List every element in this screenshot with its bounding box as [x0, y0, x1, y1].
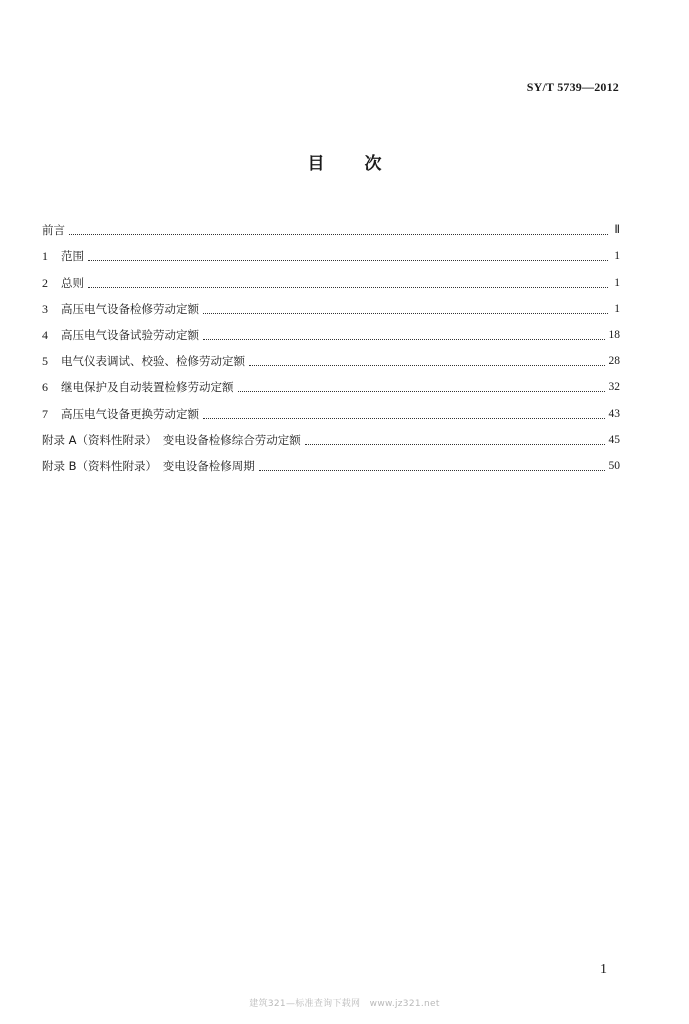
toc-entry-page: 32 — [608, 381, 620, 394]
toc-entry-section-5[interactable] — [42, 342, 620, 368]
toc-entry-number: 1 — [42, 249, 48, 264]
toc-leader-dots — [238, 391, 605, 392]
toc-entry-page: 50 — [608, 459, 620, 472]
toc-entry-label: 总则 — [61, 275, 84, 290]
toc-leader-dots — [203, 339, 605, 340]
toc-entry-label: 高压电气设备更换劳动定额 — [61, 406, 199, 421]
toc-leader-dots — [88, 287, 608, 288]
toc-entry-label: 前言 — [42, 223, 65, 238]
toc-entry-page: Ⅱ — [614, 224, 620, 237]
toc-entry-scope[interactable] — [42, 237, 620, 263]
watermark: 建筑321—标准查询下载网 www.jz321.net — [249, 999, 440, 1009]
standard-code: SY/T 5739—2012 — [526, 80, 619, 94]
toc-entry-page: 1 — [614, 250, 620, 263]
toc-entry-general[interactable] — [42, 263, 620, 289]
toc-entry-appendix-b[interactable] — [42, 447, 620, 473]
toc-entry-appendix-a[interactable] — [42, 421, 620, 447]
toc-entry-label: 继电保护及自动装置检修劳动定额 — [61, 380, 234, 395]
toc-leader-dots — [203, 418, 605, 419]
toc-entry-page: 1 — [614, 276, 620, 289]
toc-entry-foreword[interactable] — [42, 211, 620, 237]
toc-entry-number: 6 — [42, 380, 48, 395]
toc-entry-label: 电气仪表调试、校验、检修劳动定额 — [61, 354, 245, 369]
toc-entry-section-4[interactable] — [42, 316, 620, 342]
toc-entry-page: 1 — [614, 302, 620, 315]
toc-entry-section-3[interactable] — [42, 290, 620, 316]
toc-entry-label: 高压电气设备检修劳动定额 — [61, 301, 199, 316]
toc-entry-page: 18 — [608, 328, 620, 341]
toc-entry-number: 5 — [42, 354, 48, 369]
toc-entry-number: 7 — [42, 406, 48, 421]
toc-entry-label: 高压电气设备试验劳动定额 — [61, 327, 199, 342]
toc-entry-page: 45 — [608, 433, 620, 446]
page-number: 1 — [600, 962, 607, 977]
toc-leader-dots — [305, 444, 605, 445]
toc-entry-number: 3 — [42, 301, 48, 316]
toc-entry-page: 43 — [608, 407, 620, 420]
toc-leader-dots — [259, 470, 605, 471]
toc-leader-dots — [69, 234, 608, 235]
toc-leader-dots — [249, 365, 605, 366]
toc-entry-section-7[interactable] — [42, 394, 620, 420]
table-of-contents — [42, 211, 620, 473]
toc-leader-dots — [88, 260, 608, 261]
page-title: 目次 — [307, 154, 422, 174]
toc-entry-label: 范围 — [61, 249, 84, 264]
toc-entry-number: 4 — [42, 327, 48, 342]
toc-entry-page: 28 — [608, 355, 620, 368]
toc-leader-dots — [203, 313, 608, 314]
toc-entry-label: 附录 B（资料性附录） 变电设备检修周期 — [42, 458, 255, 473]
toc-entry-number: 2 — [42, 275, 48, 290]
toc-entry-label: 附录 A（资料性附录） 变电设备检修综合劳动定额 — [42, 432, 301, 447]
toc-entry-section-6[interactable] — [42, 368, 620, 394]
